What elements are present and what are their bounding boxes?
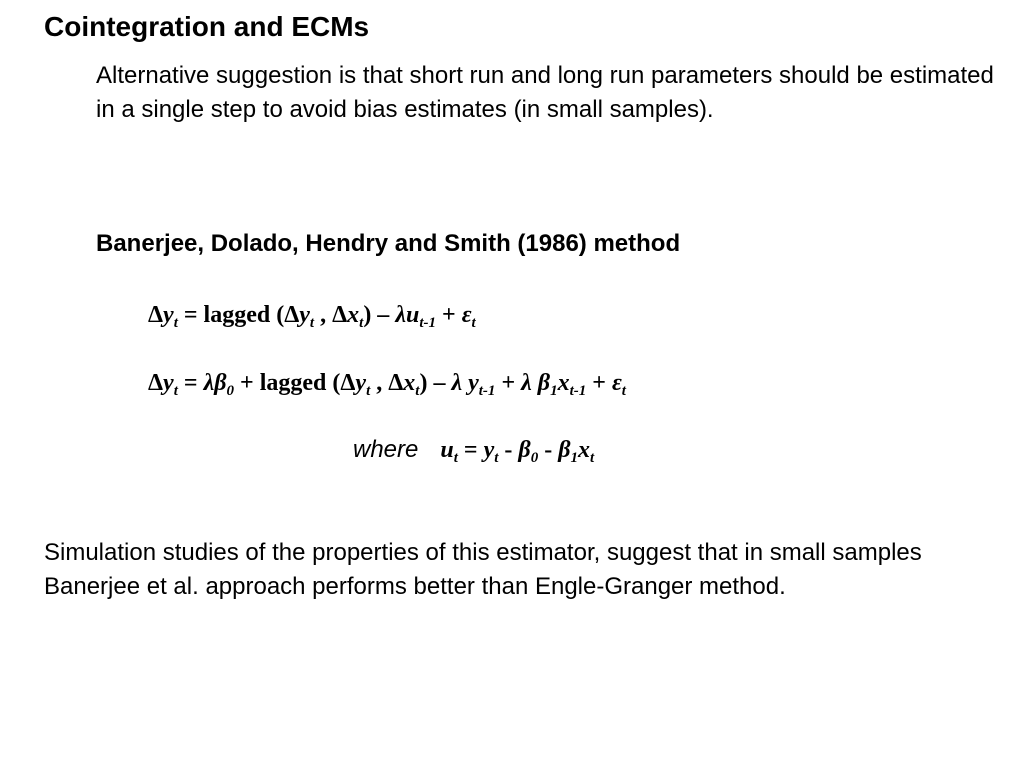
slide-title: Cointegration and ECMs xyxy=(44,11,370,42)
eq-term: y xyxy=(355,370,367,396)
eq-subscript: t xyxy=(471,315,476,331)
eq-term: + xyxy=(586,370,612,396)
eq-subscript: t xyxy=(415,383,420,399)
eq-term: y xyxy=(163,370,174,396)
eq-term: + xyxy=(436,302,462,328)
eq-subscript: t xyxy=(173,315,178,331)
eq-term: + xyxy=(495,370,522,396)
eq-term: β xyxy=(558,437,571,463)
eq-term: ε xyxy=(461,302,472,328)
eq-term: u xyxy=(440,437,454,463)
eq-subscript: 0 xyxy=(226,383,235,399)
eq-term: = xyxy=(177,370,204,396)
eq-subscript: t xyxy=(359,315,364,331)
eq-term: Δ xyxy=(388,370,404,396)
eq-term: + lagged ( xyxy=(234,370,341,396)
eq-term: λ β xyxy=(521,370,551,396)
eq-subscript: 1 xyxy=(570,450,579,466)
eq-term: x xyxy=(557,370,570,396)
eq-term: u xyxy=(405,302,420,328)
eq-subscript: t-1 xyxy=(419,315,436,331)
eq-subscript: t xyxy=(453,450,458,466)
eq-term: y xyxy=(468,370,479,396)
eq-term: , xyxy=(370,370,389,396)
eq-term: x xyxy=(403,370,416,396)
eq-term: , xyxy=(314,302,333,328)
ecm-equation-2 xyxy=(148,368,626,398)
eq-subscript: 1 xyxy=(550,383,558,399)
eq-subscript: t xyxy=(366,383,371,399)
eq-term: = lagged ( xyxy=(177,302,285,328)
eq-term: Δ xyxy=(284,302,300,328)
eq-term: y xyxy=(483,437,495,463)
eq-subscript: t xyxy=(494,450,499,466)
eq-term: Δ xyxy=(332,302,348,328)
eq-subscript: t xyxy=(590,450,595,466)
eq-term: β xyxy=(518,437,531,463)
eq-term: Δ xyxy=(148,370,164,396)
eq-subscript: t xyxy=(309,315,315,331)
eq-term: y xyxy=(299,302,310,328)
eq-subscript: t-1 xyxy=(478,383,496,399)
eq-subscript: t-1 xyxy=(569,383,587,399)
residual-definition xyxy=(353,435,594,465)
eq-term: λ xyxy=(395,302,406,328)
eq-term: x xyxy=(578,437,591,463)
eq-subscript: t xyxy=(173,383,178,399)
eq-term: ) – xyxy=(363,302,396,328)
eq-term: Δ xyxy=(148,302,164,328)
eq-term: Δ xyxy=(340,370,356,396)
conclusion-paragraph: Simulation studies of the properties of this estimator, suggest that in small samples Banerjee et al. approach performs better than Engle-Granger method. xyxy=(44,539,922,600)
eq-term: = xyxy=(457,437,484,463)
method-heading: Banerjee, Dolado, Hendry and Smith (1986) method xyxy=(96,230,681,257)
eq-subscript: t xyxy=(621,383,626,399)
eq-term: x xyxy=(347,302,360,328)
eq-term: ) – xyxy=(419,370,452,396)
where-label: where xyxy=(353,436,419,463)
eq-term: - xyxy=(498,437,519,463)
eq-term: - xyxy=(538,437,559,463)
eq-term: λ xyxy=(451,370,469,396)
intro-paragraph: Alternative suggestion is that short run and long run parameters should be estimated in a single step to avoid bias estimates (in small samples). xyxy=(96,62,994,123)
ecm-equation-1 xyxy=(148,300,476,330)
eq-subscript: 0 xyxy=(530,450,539,466)
eq-term: λβ xyxy=(203,370,227,396)
eq-term: ε xyxy=(611,370,622,396)
eq-term: y xyxy=(163,302,174,328)
